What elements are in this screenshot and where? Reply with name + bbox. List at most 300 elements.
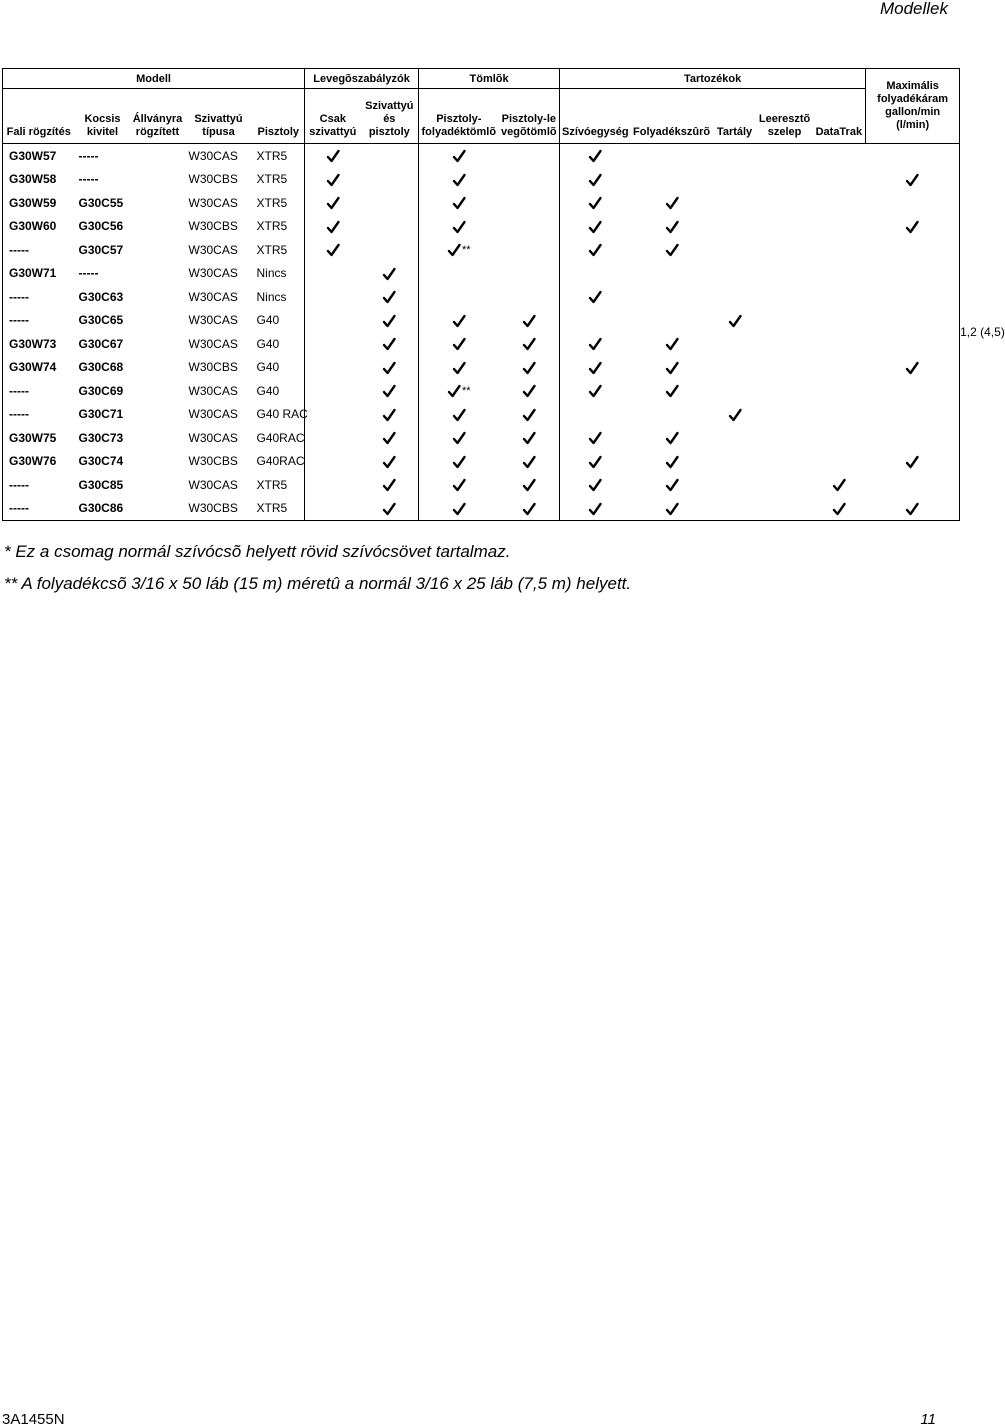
checkmark-icon xyxy=(665,337,679,351)
pump-type-cell: W30CBS xyxy=(188,454,238,469)
table-row: G30W57 ----- W30CAS XTR5 1,2 (4,5) xyxy=(3,144,960,168)
checkmark-icon xyxy=(522,384,536,398)
table-row xyxy=(3,285,960,309)
pump-type-cell: W30CAS xyxy=(188,430,238,445)
checkmark-stroke xyxy=(907,222,918,232)
footnote-1: * Ez a csomag normál szívócsõ helyett rövid szívócsövet tartalmaz. xyxy=(4,542,511,561)
kocsis-cell: G30C69 xyxy=(78,383,124,398)
col-pisztoly-folyadektomlo xyxy=(419,89,499,144)
checkmark-icon xyxy=(905,220,919,234)
checkmark-icon xyxy=(382,337,396,351)
allvany-cell xyxy=(131,450,185,474)
allvany-cell xyxy=(131,215,185,239)
check-cell xyxy=(631,168,713,192)
gun-cell: G40 RAC xyxy=(256,407,308,422)
gun-cell: G40 xyxy=(256,383,280,398)
col-fali-label: Fali rögzítés xyxy=(6,126,71,138)
checkmark-stroke xyxy=(384,480,395,490)
checkmark-stroke xyxy=(384,457,395,467)
col-leer-label-2: szelep xyxy=(767,126,802,138)
check-cell xyxy=(419,450,499,474)
col-plev-label-1: Pisztoly-le xyxy=(501,113,557,125)
checkmark-stroke xyxy=(454,222,465,232)
gun-cell: G40RAC xyxy=(256,454,305,469)
checkmark-icon xyxy=(382,384,396,398)
gun-cell: G40 xyxy=(256,336,280,351)
check-cell xyxy=(419,426,499,450)
checkmark-stroke xyxy=(454,339,465,349)
gun-cell: XTR5 xyxy=(256,172,288,187)
checkmark-icon xyxy=(522,314,536,328)
check-cell xyxy=(757,309,813,333)
check-cell xyxy=(757,191,813,215)
checkmark-icon xyxy=(452,337,466,351)
fali-cell: G30W60 xyxy=(3,215,75,239)
checkmark-icon xyxy=(452,408,466,422)
check-cell xyxy=(813,426,866,450)
col-pisztoly xyxy=(253,89,305,144)
check-cell xyxy=(713,309,757,333)
check-cell xyxy=(499,309,560,333)
checkmark-icon xyxy=(382,408,396,422)
checkmark-stroke xyxy=(524,433,535,443)
check-cell xyxy=(419,285,499,309)
col-pisztoly-levegotomlo xyxy=(499,89,560,144)
allvany-cell xyxy=(131,238,185,262)
max-flow-label-3: gallon/min xyxy=(885,106,941,118)
kocsis-cell: G30C86 xyxy=(75,497,131,521)
check-cell xyxy=(757,497,813,521)
check-cell xyxy=(419,356,499,380)
checkmark-icon xyxy=(452,220,466,234)
checkmark-icon xyxy=(588,290,602,304)
check-cell xyxy=(713,450,757,474)
gun-cell: XTR5 xyxy=(253,497,305,521)
checkmark-icon xyxy=(588,478,602,492)
check-cell xyxy=(757,285,813,309)
gun-cell: Nincs xyxy=(256,266,287,281)
col-datatrak xyxy=(813,89,866,144)
check-cell xyxy=(305,262,361,286)
check-cell xyxy=(813,403,866,427)
checkmark-icon xyxy=(382,502,396,516)
col-pfoly-label-1: Pisztoly- xyxy=(436,113,482,125)
col-leereszto-szelep xyxy=(757,89,813,144)
checkmark-stroke xyxy=(454,433,465,443)
col-szivattyu-label-2: típusa xyxy=(202,126,235,138)
kocsis-cell: G30C56 xyxy=(78,219,124,234)
table-row xyxy=(3,356,960,380)
max-flow-label-1: Maximális xyxy=(886,80,939,92)
checkmark-icon xyxy=(588,243,602,257)
check-cell xyxy=(499,215,560,239)
check-cell xyxy=(813,497,866,521)
col-szivoegyseg xyxy=(560,89,631,144)
check-cell xyxy=(757,332,813,356)
col-pisztoly-label: Pisztoly xyxy=(257,126,300,138)
checkmark-icon xyxy=(382,478,396,492)
fali-cell: ----- xyxy=(3,403,75,427)
checkmark-icon xyxy=(728,408,742,422)
pump-type-cell: W30CAS xyxy=(188,195,238,210)
checkmark-stroke xyxy=(730,316,741,326)
checkmark-icon xyxy=(382,290,396,304)
allvany-cell xyxy=(131,426,185,450)
checkmark-icon xyxy=(382,455,396,469)
check-cell xyxy=(305,309,361,333)
table-row xyxy=(3,379,960,403)
checkmark-icon xyxy=(522,408,536,422)
checkmark-icon xyxy=(665,502,679,516)
allvany-cell xyxy=(131,144,185,168)
checkmark-icon xyxy=(588,361,602,375)
table-row xyxy=(3,191,960,215)
check-cell xyxy=(713,356,757,380)
check-cell xyxy=(813,191,866,215)
checkmark-icon xyxy=(452,196,466,210)
col-szivattyu xyxy=(185,89,253,144)
check-cell xyxy=(361,426,419,450)
checkmark-icon xyxy=(588,149,602,163)
checkmark-stroke xyxy=(524,363,535,373)
check-cell xyxy=(713,191,757,215)
check-cell xyxy=(419,332,499,356)
col-datatrak-label: DataTrak xyxy=(815,126,863,138)
allvany-cell xyxy=(131,262,185,286)
kocsis-cell: G30C67 xyxy=(78,336,124,351)
checkmark-icon xyxy=(326,173,340,187)
check-cell xyxy=(305,238,361,262)
check-cell xyxy=(419,497,499,521)
col-kocsis-label-1: Kocsis xyxy=(84,113,121,125)
col-folyadekszuro xyxy=(631,89,713,144)
check-cell xyxy=(499,238,560,262)
check-cell xyxy=(419,403,499,427)
checkmark-icon xyxy=(665,196,679,210)
checkmark-icon xyxy=(588,173,602,187)
checkmark-stroke xyxy=(590,433,601,443)
checkmark-stroke xyxy=(667,339,678,349)
gun-cell: XTR5 xyxy=(256,195,288,210)
check-cell xyxy=(560,191,631,215)
kocsis-cell: ----- xyxy=(78,148,99,163)
check-cell xyxy=(813,144,866,168)
gun-cell: XTR5 xyxy=(256,148,288,163)
check-cell xyxy=(361,309,419,333)
allvany-cell xyxy=(131,379,185,403)
check-cell xyxy=(866,450,960,474)
fali-cell: ----- xyxy=(3,379,75,403)
checkmark-stroke xyxy=(328,175,339,185)
check-cell xyxy=(361,356,419,380)
checkmark-icon xyxy=(452,361,466,375)
checkmark-stroke xyxy=(524,480,535,490)
check-cell xyxy=(866,403,960,427)
checkmark-stroke xyxy=(524,457,535,467)
col-allvany xyxy=(131,89,185,144)
checkmark-stroke xyxy=(449,245,460,255)
check-cell xyxy=(305,356,361,380)
check-cell xyxy=(560,356,631,380)
check-cell xyxy=(813,168,866,192)
models-table xyxy=(2,68,1005,521)
checkmark-icon xyxy=(452,149,466,163)
check-cell xyxy=(757,426,813,450)
checkmark-stroke xyxy=(384,410,395,420)
col-szes-label-1: Szivattyú xyxy=(365,100,414,112)
check-cell xyxy=(499,144,560,168)
checkmark-stroke xyxy=(590,480,601,490)
checkmark-stroke xyxy=(667,222,678,232)
check-cell xyxy=(560,238,631,262)
checkmark-stroke xyxy=(667,198,678,208)
col-szivo-label: Szívóegység xyxy=(561,126,629,138)
checkmark-stroke xyxy=(384,363,395,373)
check-cell xyxy=(713,215,757,239)
table-row xyxy=(3,497,960,521)
check-cell xyxy=(866,285,960,309)
checkmark-stroke xyxy=(590,222,601,232)
table-row xyxy=(3,262,960,286)
checkmark-icon xyxy=(665,431,679,445)
check-cell xyxy=(631,450,713,474)
check-cell xyxy=(361,332,419,356)
checkmark-icon xyxy=(665,478,679,492)
checkmark-stroke xyxy=(384,292,395,302)
check-cell xyxy=(631,309,713,333)
checkmark-stroke xyxy=(907,504,918,514)
check-cell xyxy=(866,191,960,215)
pump-type-cell: W30CBS xyxy=(188,219,238,234)
checkmark-stroke xyxy=(328,245,339,255)
checkmark-stroke xyxy=(328,151,339,161)
fali-cell: G30W58 xyxy=(3,168,75,192)
check-cell xyxy=(419,191,499,215)
check-cell xyxy=(713,426,757,450)
gun-cell: XTR5 xyxy=(256,242,288,257)
document-id: 3A1455N xyxy=(2,1411,65,1428)
check-cell xyxy=(499,191,560,215)
check-cell xyxy=(499,379,560,403)
checkmark-stroke xyxy=(328,198,339,208)
checkmark-icon xyxy=(665,455,679,469)
check-cell xyxy=(560,379,631,403)
checkmark-stroke xyxy=(667,480,678,490)
checkmark-stroke xyxy=(384,316,395,326)
col-szuro-label: Folyadékszûrõ xyxy=(633,126,711,138)
check-cell xyxy=(631,262,713,286)
check-cell xyxy=(499,497,560,521)
col-allvany-label-1: Állványra xyxy=(132,113,183,125)
kocsis-cell: G30C71 xyxy=(78,407,124,422)
check-cell xyxy=(866,332,960,356)
checkmark-stroke xyxy=(384,433,395,443)
col-szes-label-3: pisztoly xyxy=(368,126,410,138)
checkmark-icon xyxy=(588,502,602,516)
kocsis-cell: ----- xyxy=(78,172,99,187)
checkmark-stroke xyxy=(834,480,845,490)
check-cell xyxy=(757,168,813,192)
checkmark-icon xyxy=(905,173,919,187)
fali-cell: ----- xyxy=(3,285,75,309)
col-plev-label-2: vegõtömlõ xyxy=(501,126,557,138)
checkmark-stroke xyxy=(590,198,601,208)
check-cell xyxy=(560,450,631,474)
check-cell xyxy=(866,215,960,239)
col-csak-szivattyu xyxy=(305,89,361,144)
table-row xyxy=(3,238,960,262)
check-cell xyxy=(866,262,960,286)
checkmark-stroke xyxy=(667,433,678,443)
allvany-cell xyxy=(131,168,185,192)
col-szivattyu-es-pisztoly xyxy=(361,89,419,144)
check-cell xyxy=(305,450,361,474)
col-fali xyxy=(3,89,75,144)
pump-type-cell: W30CAS xyxy=(188,242,238,257)
gun-cell: XTR5 xyxy=(256,219,288,234)
group-header-row xyxy=(3,69,960,89)
check-cell xyxy=(631,497,713,521)
check-cell xyxy=(560,473,631,497)
double-star-marker: ** xyxy=(462,385,471,398)
checkmark-icon xyxy=(382,267,396,281)
check-cell xyxy=(631,191,713,215)
checkmark-stroke xyxy=(524,339,535,349)
check-cell xyxy=(757,144,813,168)
fali-cell: G30W76 xyxy=(3,450,75,474)
check-cell xyxy=(560,403,631,427)
table-row xyxy=(3,426,960,450)
checkmark-icon xyxy=(452,478,466,492)
check-cell xyxy=(713,262,757,286)
table-row xyxy=(3,215,960,239)
check-cell xyxy=(361,168,419,192)
group-modell: Modell xyxy=(3,69,305,89)
col-szivattyu-label-1: Szivattyú xyxy=(194,113,243,125)
checkmark-icon xyxy=(382,361,396,375)
checkmark-icon xyxy=(522,337,536,351)
pump-type-cell: W30CAS xyxy=(188,266,238,281)
checkmark-stroke xyxy=(590,504,601,514)
gun-cell: G40 xyxy=(256,360,280,375)
checkmark-icon xyxy=(832,502,846,516)
check-cell xyxy=(813,309,866,333)
page-number: 11 xyxy=(920,1411,936,1428)
checkmark-stroke xyxy=(907,175,918,185)
check-cell xyxy=(631,144,713,168)
pump-type-cell: W30CAS xyxy=(188,407,238,422)
check-cell xyxy=(305,497,361,521)
checkmark-icon xyxy=(382,431,396,445)
checkmark-stroke xyxy=(667,504,678,514)
checkmark-stroke xyxy=(667,245,678,255)
checkmark-stroke xyxy=(524,504,535,514)
check-cell xyxy=(713,473,757,497)
kocsis-cell: G30C57 xyxy=(78,242,124,257)
check-cell xyxy=(560,168,631,192)
allvany-cell xyxy=(131,356,185,380)
checkmark-stroke xyxy=(454,198,465,208)
checkmark-stroke xyxy=(590,363,601,373)
checkmark-icon xyxy=(326,149,340,163)
models-table-container xyxy=(2,68,1005,521)
fali-cell: G30W71 xyxy=(3,262,75,286)
pump-type-cell: W30CAS xyxy=(188,313,238,328)
col-allvany-label-2: rögzített xyxy=(135,126,180,138)
check-cell xyxy=(813,473,866,497)
check-cell xyxy=(713,285,757,309)
checkmark-icon xyxy=(832,478,846,492)
check-cell xyxy=(305,144,361,168)
checkmark-stroke xyxy=(454,480,465,490)
check-cell xyxy=(866,473,960,497)
checkmark-stroke xyxy=(590,175,601,185)
checkmark-stroke xyxy=(454,457,465,467)
check-cell xyxy=(305,191,361,215)
table-row xyxy=(3,403,960,427)
check-cell xyxy=(419,238,499,262)
checkmark-icon xyxy=(588,384,602,398)
check-cell xyxy=(866,497,960,521)
col-pfoly-label-2: folyadéktömlõ xyxy=(421,126,497,138)
check-cell xyxy=(631,215,713,239)
check-cell xyxy=(757,215,813,239)
check-cell xyxy=(361,450,419,474)
check-cell xyxy=(866,309,960,333)
checkmark-icon xyxy=(452,314,466,328)
col-csak-label-1: Csak xyxy=(319,113,346,125)
group-tartozekok: Tartozékok xyxy=(560,69,866,89)
table-row xyxy=(3,332,960,356)
check-cell xyxy=(757,356,813,380)
checkmark-icon xyxy=(326,243,340,257)
fali-cell: ----- xyxy=(3,497,75,521)
check-cell xyxy=(866,426,960,450)
check-cell xyxy=(757,450,813,474)
checkmark-icon xyxy=(588,220,602,234)
check-cell xyxy=(499,473,560,497)
check-cell xyxy=(757,238,813,262)
check-cell xyxy=(813,262,866,286)
checkmark-stroke xyxy=(667,386,678,396)
checkmark-icon xyxy=(382,314,396,328)
col-szes-label-2: és xyxy=(383,113,396,125)
fali-cell: G30W57 xyxy=(3,144,75,168)
check-cell xyxy=(419,262,499,286)
check-cell xyxy=(560,215,631,239)
checkmark-icon xyxy=(728,314,742,328)
check-cell xyxy=(361,144,419,168)
check-cell xyxy=(813,450,866,474)
check-cell xyxy=(560,144,631,168)
check-cell xyxy=(361,215,419,239)
table-row xyxy=(3,473,960,497)
check-cell xyxy=(866,168,960,192)
double-star-marker: ** xyxy=(462,244,471,257)
check-cell xyxy=(361,497,419,521)
table-row xyxy=(3,168,960,192)
pump-type-cell: W30CAS xyxy=(188,477,238,492)
check-cell xyxy=(757,262,813,286)
group-levego: Levegõszabályzók xyxy=(305,69,419,89)
check-cell xyxy=(713,403,757,427)
checkmark-stroke xyxy=(590,245,601,255)
check-cell xyxy=(560,262,631,286)
checkmark-stroke xyxy=(907,457,918,467)
checkmark-stroke xyxy=(454,175,465,185)
checkmark-stroke xyxy=(454,504,465,514)
check-cell xyxy=(361,191,419,215)
